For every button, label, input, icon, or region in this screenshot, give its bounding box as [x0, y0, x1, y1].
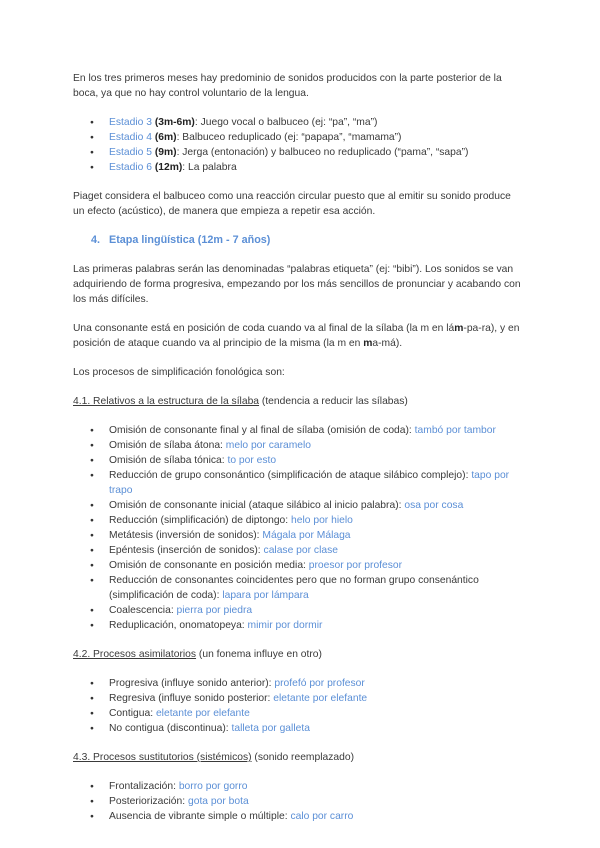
item-example: melo por caramelo: [225, 440, 312, 451]
stage-text: : La palabra: [182, 162, 237, 173]
list-item: [73, 453, 525, 468]
subsection-note: (sonido reemplazado): [251, 752, 354, 763]
item-example: calo por carro: [290, 811, 354, 822]
stage-text: : Jerga (entonación) y balbuceo no reduplicado (“pama”, “sapa”): [176, 147, 469, 158]
first-words-paragraph: Las primeras palabras serán las denominadas “palabras etiqueta” (ej: “bibi”). Los sonidos se van adquiriendo de forma progresiva, empezando por los más sencillos de pronunciar y acabando con los más difíciles.: [73, 264, 521, 305]
list-item: [73, 130, 525, 145]
item-example: eletante por elefante: [273, 693, 368, 704]
item-text: Omisión de consonante inicial (ataque silábico al inicio palabra):: [109, 500, 405, 511]
stage-label: Estadio 4: [109, 132, 152, 143]
item-example: proesor por profesor: [308, 560, 403, 571]
item-text: Contigua:: [109, 708, 156, 719]
item-example: to por esto: [227, 455, 277, 466]
item-text: Posteriorización:: [109, 796, 188, 807]
item-text: Frontalización:: [109, 781, 179, 792]
item-text: Reducción de consonantes coincidentes pero que no forman grupo consenántico (simplificación de coda):: [109, 575, 479, 601]
list-item: [73, 528, 525, 543]
coda-bold-2: m: [363, 338, 373, 349]
stage-age: (9m): [154, 147, 177, 158]
subsection-note: (un fonema influye en otro): [196, 649, 322, 660]
list-item: [73, 160, 525, 175]
intro-paragraph: En los tres primeros meses hay predominio de sonidos producidos con la parte posterior de la boca, ya que no hay control voluntario de la lengua.: [73, 73, 502, 99]
coda-text-3: a-má).: [372, 338, 403, 349]
item-text: Regresiva (influye sonido posterior:: [109, 693, 274, 704]
item-text: Progresiva (influye sonido anterior):: [109, 678, 275, 689]
stage-age: (12m): [154, 162, 183, 173]
list-item: [73, 558, 525, 573]
list-item: [73, 603, 525, 618]
item-example: borro por gorro: [178, 781, 248, 792]
assimilation-processes-list: [73, 676, 525, 736]
list-item: [73, 618, 525, 633]
stage-age: (6m): [154, 132, 177, 143]
subsection-title: 4.1. Relativos a la estructura de la sílaba: [73, 396, 260, 407]
item-text: Epéntesis (inserción de sonidos):: [109, 545, 264, 556]
coda-paragraph: [73, 321, 525, 351]
coda-bold-1: m: [454, 323, 464, 334]
subsection-heading: [73, 750, 525, 765]
stage-text: : Balbuceo reduplicado (ej: “papapa”, “mamama”): [176, 132, 402, 143]
item-example: talleta por galleta: [231, 723, 310, 734]
syllable-processes-list: [73, 423, 525, 633]
list-item: [73, 573, 525, 603]
stage-text: : Juego vocal o balbuceo (ej: “pa”, “ma”): [194, 117, 378, 128]
item-example: helo por hielo: [291, 515, 353, 526]
stage-age: (3m-6m): [154, 117, 195, 128]
item-text: Coalescencia:: [109, 605, 177, 616]
item-text: Omisión de sílaba átona:: [109, 440, 226, 451]
item-example: calase por clase: [263, 545, 338, 556]
list-item: [73, 809, 525, 824]
stage-label: Estadio 6: [109, 162, 152, 173]
list-item: [73, 721, 525, 736]
item-text: Metátesis (inversión de sonidos):: [109, 530, 263, 541]
coda-text-2: -pa-ra), y en posición de ataque cuando va al principio de la misma (la m en: [73, 323, 520, 349]
item-text: Omisión de consonante final y al final de sílaba (omisión de coda):: [109, 425, 415, 436]
list-item: [73, 145, 525, 160]
item-text: Reducción de grupo consonántico (simplificación de ataque silábico complejo):: [109, 470, 472, 481]
list-item: [73, 779, 525, 794]
list-item: [73, 513, 525, 528]
section-title: Etapa lingüística (12m - 7 años): [109, 234, 271, 246]
item-example: eletante por elefante: [155, 708, 250, 719]
list-item: [73, 543, 525, 558]
section-heading: [73, 233, 525, 248]
item-example: lapara por lámpara: [222, 590, 309, 601]
subsection-heading: [73, 647, 525, 662]
stages-list: [73, 115, 525, 175]
subsection-title: 4.3. Procesos sustitutorios (sistémicos): [73, 752, 252, 763]
list-item: [73, 498, 525, 513]
item-example: pierra por piedra: [176, 605, 253, 616]
subsection-note: (tendencia a reducir las sílabas): [259, 396, 408, 407]
item-text: Omisión de sílaba tónica:: [109, 455, 228, 466]
list-item: [73, 794, 525, 809]
stage-label: Estadio 5: [109, 147, 152, 158]
item-example: mimir por dormir: [247, 620, 323, 631]
item-text: Ausencia de vibrante simple o múltiple:: [109, 811, 291, 822]
coda-text-1: Una consonante está en posición de coda cuando va al final de la sílaba (la m en lá: [73, 323, 455, 334]
item-example: gota por bota: [187, 796, 249, 807]
list-item: [73, 691, 525, 706]
item-text: No contigua (discontinua):: [109, 723, 232, 734]
item-example: osa por cosa: [404, 500, 464, 511]
item-text: Reduplicación, onomatopeya:: [109, 620, 248, 631]
subsection-title: 4.2. Procesos asimilatorios: [73, 649, 197, 660]
item-example: tambó por tambor: [414, 425, 496, 436]
item-example: tapo por trapo: [109, 470, 510, 496]
subsection-heading: [73, 394, 525, 409]
list-item: [73, 468, 525, 498]
piaget-paragraph: Piaget considera el balbuceo como una reacción circular puesto que al emitir su sonido produce un efecto (acústico), de manera que empieza a repetir esa acción.: [73, 191, 511, 217]
list-item: [73, 438, 525, 453]
list-item: [73, 115, 525, 130]
list-item: [73, 676, 525, 691]
list-item: [73, 706, 525, 721]
item-text: Omisión de consonante en posición media:: [109, 560, 309, 571]
section-number: 4.: [91, 234, 101, 246]
item-example: Mágala por Málaga: [262, 530, 351, 541]
processes-intro: Los procesos de simplificación fonológica son:: [73, 367, 285, 378]
stage-label: Estadio 3: [109, 117, 152, 128]
item-example: profefó por profesor: [274, 678, 365, 689]
item-text: Reducción (simplificación) de diptongo:: [109, 515, 292, 526]
substitution-processes-list: [73, 779, 525, 824]
list-item: [73, 423, 525, 438]
document-page: [73, 71, 525, 824]
